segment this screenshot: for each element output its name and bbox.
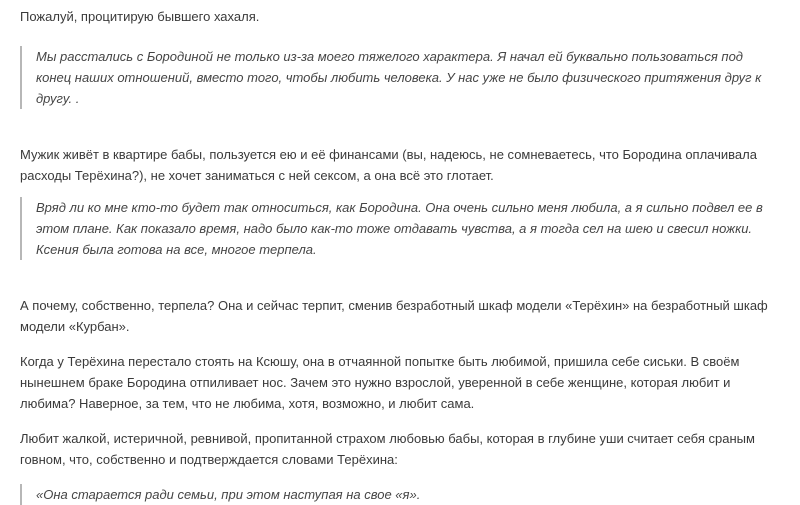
blockquote-3: «Она старается ради семьи, при этом наступая на свое «я». — [20, 484, 780, 505]
blockquote-1: Мы расстались с Бородиной не только из-за моего тяжелого характера. Я начал ей буквально пользоваться под конец наших отношений, вместо того, чтобы любить человека. У нас уже не было физического притяжения друг к другу. . — [20, 46, 780, 109]
paragraph-4: Когда у Терёхина перестало стоять на Ксюшу, она в отчаянной попытке быть любимой, пришила себе сиськи. В своём нынешнем браке Бородина отпиливает нос. Зачем это нужно взрослой, уверенной в себе женщине, которая любит и любима? Наверное, за тем, что не любима, хотя, возможно, и любит сама. — [20, 354, 740, 411]
intro-paragraph: Пожалуй, процитирую бывшего хахаля. — [20, 9, 260, 24]
paragraph-3: А почему, собственно, терпела? Она и сейчас терпит, сменив безработный шкаф модели «Терёхин» на безработный шкаф модели «Курбан». — [20, 298, 768, 334]
paragraph-5: Любит жалкой, истеричной, ревнивой, пропитанной страхом любовью бабы, которая в глубине уши считает себя сраным говном, что, собственно и подтверждается словами Терёхина: — [20, 431, 755, 467]
blockquote-2: Вряд ли ко мне кто-то будет так относиться, как Бородина. Она очень сильно меня любила, а я сильно подвел ее в этом плане. Как показало время, надо было как-то тоже отдавать чувства, а я тогда сел на шею и свесил ножки. Ксения была готова на все, многое терпела. — [20, 197, 780, 260]
paragraph-2: Мужик живёт в квартире бабы, пользуется ею и её финансами (вы, надеюсь, не сомневаетесь, что Бородина оплачивала расходы Терёхина?), не хочет заниматься с ней сексом, а она всё это глотает. — [20, 147, 757, 183]
